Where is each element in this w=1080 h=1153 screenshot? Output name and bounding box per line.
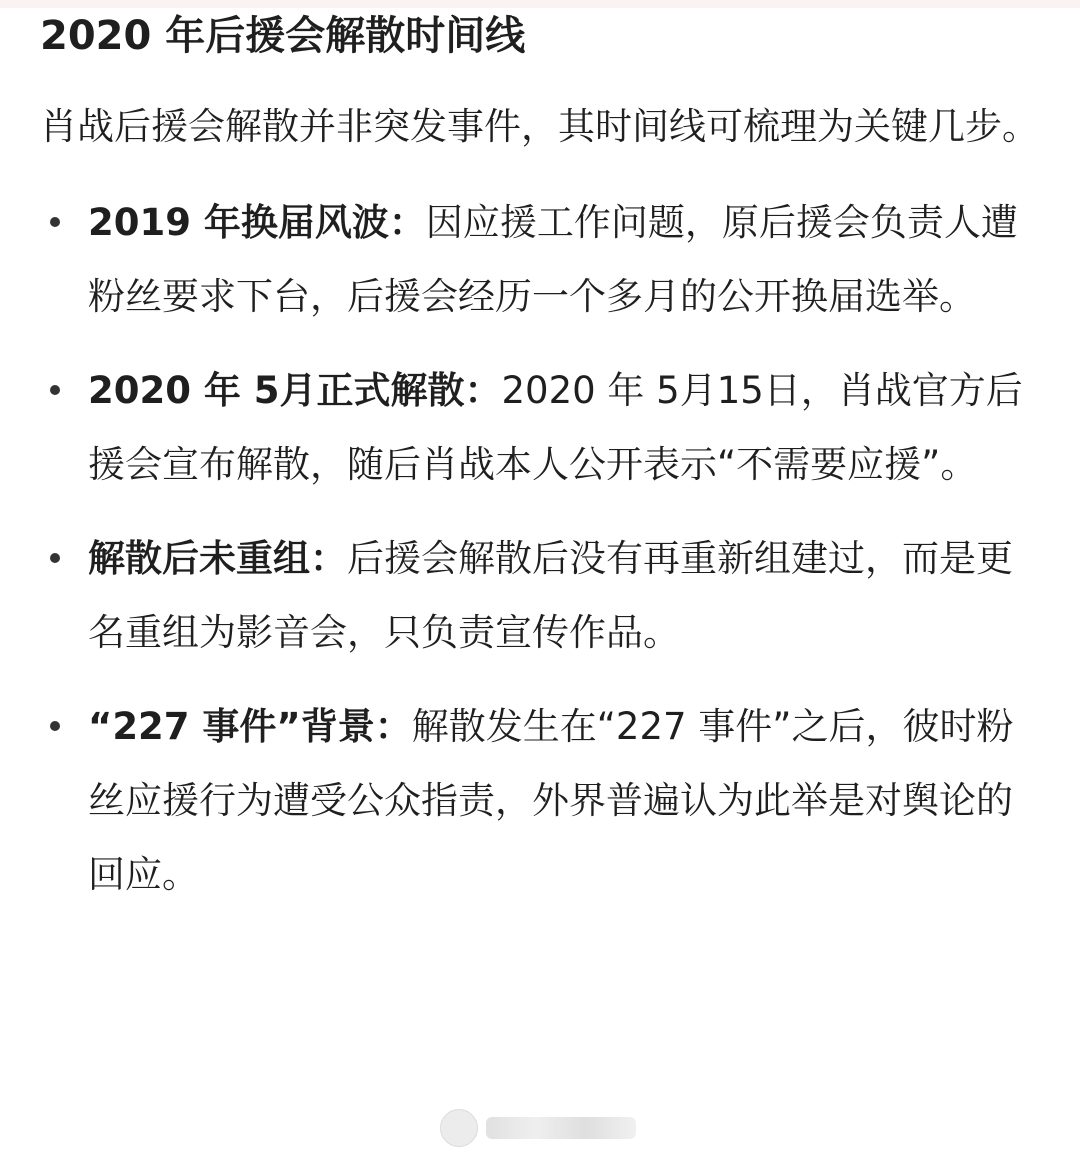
timeline-item-heading: 2019 年换届风波： <box>88 201 426 244</box>
watermark-blurred-text <box>486 1117 636 1139</box>
timeline-item-heading: “227 事件”背景： <box>88 705 412 748</box>
bullet-icon <box>50 553 60 563</box>
page-title: 2020 年后援会解散时间线 <box>40 13 526 59</box>
timeline-item <box>40 354 1040 502</box>
watermark <box>440 1108 636 1148</box>
timeline-item-heading: 解散后未重组： <box>88 537 347 580</box>
timeline-item-text: 解散发生在“227 事件”之后，彼时粉丝应援行为遭受公众指责，外界普遍认为此举是对舆论的回应。 <box>88 705 1014 896</box>
watermark-logo-icon <box>440 1109 478 1147</box>
document-body <box>40 6 1040 932</box>
timeline-item-heading: 2020 年 5月正式解散： <box>88 369 502 412</box>
intro-paragraph: 肖战后援会解散并非突发事件，其时间线可梳理为关键几步。 <box>40 105 1039 148</box>
timeline-item <box>40 690 1040 912</box>
timeline-item-text: 2020 年 5月15日，肖战官方后援会宣布解散，随后肖战本人公开表示“不需要应援”。 <box>88 369 1023 486</box>
bullet-icon <box>50 385 60 395</box>
timeline-item-text: 因应援工作问题，原后援会负责人遭粉丝要求下台，后援会经历一个多月的公开换届选举。 <box>88 201 1018 318</box>
bullet-icon <box>50 217 60 227</box>
timeline-item <box>40 186 1040 334</box>
timeline-item <box>40 522 1040 670</box>
timeline-list <box>40 186 1040 912</box>
timeline-item-text: 后援会解散后没有再重新组建过，而是更名重组为影音会，只负责宣传作品。 <box>88 537 1013 654</box>
bullet-icon <box>50 721 60 731</box>
